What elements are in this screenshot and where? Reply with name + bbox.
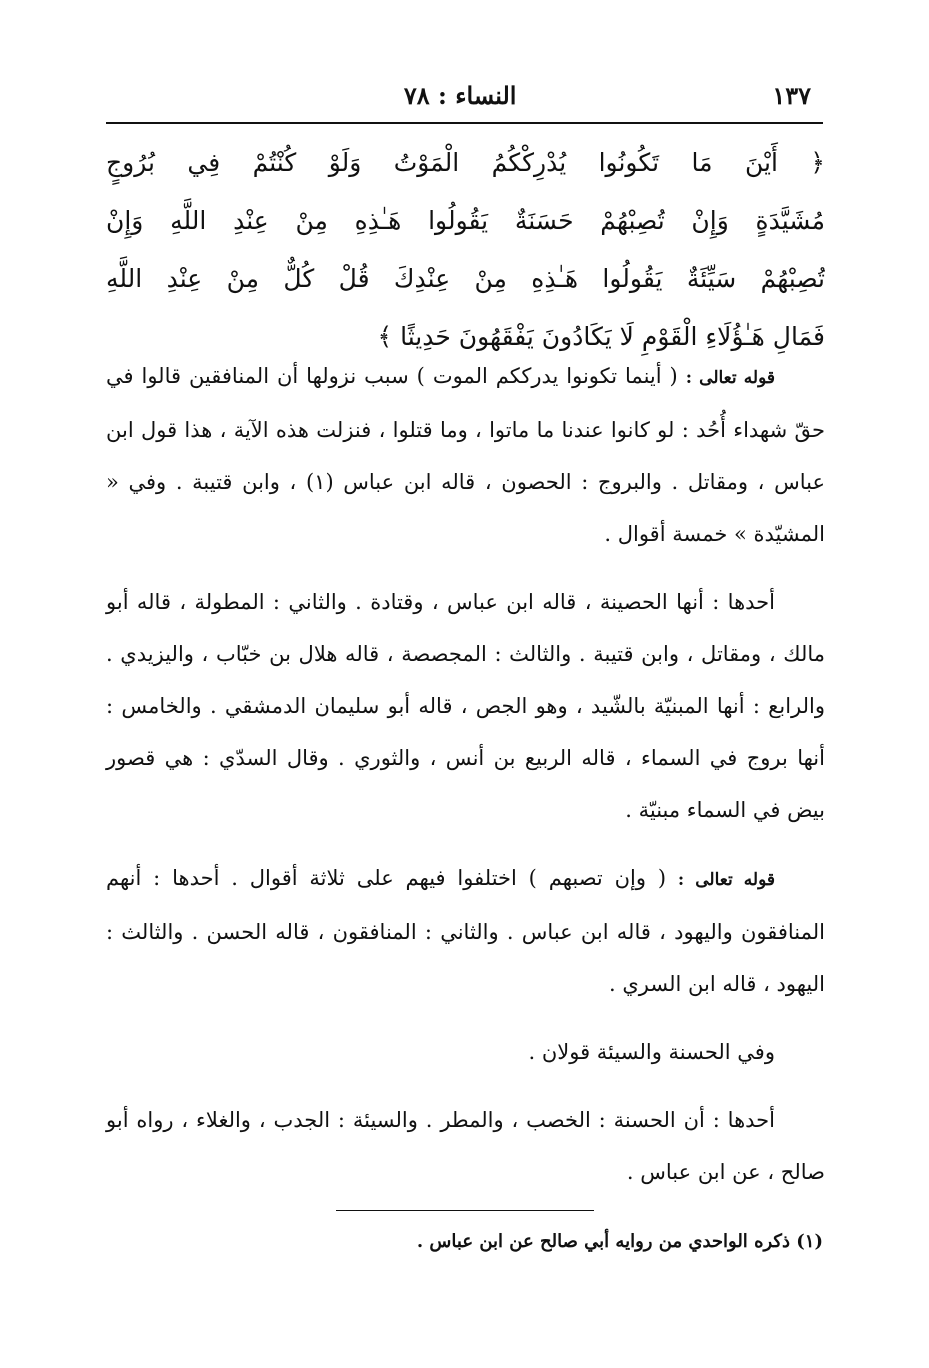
paragraph — [106, 350, 825, 560]
verse-line: مُشَيَّدَةٍ وَإِنْ تُصِبْهُمْ حَسَنَةٌ يَقُولُوا هَـٰذِهِ مِنْ عِنْدِ اللَّهِ وَإِنْ — [106, 206, 825, 235]
paragraph — [106, 852, 825, 1010]
paragraph-text: ( وإن تصبهم ) اختلفوا فيهم على ثلاثة أقوال . أحدها : أنهم المنافقون واليهود ، قاله ابن عباس . والثاني : المنافقون ، قاله الحسن . والثالث : اليهود ، قاله ابن السري . — [106, 866, 825, 996]
paragraph-text: ( أينما تكونوا يدرككم الموت ) سبب نزولها أن المنافقين قالوا في حقّ شهداء أُحُد : لو كانوا عندنا ما ماتوا ، وما قتلوا ، فنزلت هذه الآية ، هذا قول ابن عباس ، ومقاتل . والبروج : الحصون ، قاله ابن عباس (١) ، وابن قتيبة . وفي « المشيّدة » خمسة أقوال . — [106, 364, 825, 546]
paragraph-text: أحدها : أن الحسنة : الخصب ، والمطر . والسيئة : الجدب ، والغلاء ، رواه أبو صالح ، عن ابن عباس . — [106, 1108, 825, 1184]
paragraph-text: وفي الحسنة والسيئة قولان . — [528, 1040, 775, 1064]
verse-line: ﴿ أَيْنَ مَا تَكُونُوا يُدْرِكْكُمُ الْمَوْتُ وَلَوْ كُنْتُمْ فِي بُرُوجٍ — [106, 148, 825, 177]
page-number: ١٣٧ — [772, 80, 811, 110]
paragraph-text: أحدها : أنها الحصينة ، قاله ابن عباس ، وقتادة . والثاني : المطولة ، قاله أبو مالك ، ومقاتل ، وابن قتيبة . والثالث : المجصصة ، قاله هلال بن خبّاب ، واليزيدي . والرابع : أنها المبنيّة بالشّيد ، وهو الجص ، قاله أبو سليمان الدمشقي . والخامس : أنها بروج في السماء ، قاله الربيع بن أنس ، والثوري . وقال السدّي : هي قصور بيض في السماء مبنيّة . — [106, 590, 825, 822]
verse-line: فَمَالِ هَـٰؤُلَاءِ الْقَوْمِ لَا يَكَادُونَ يَفْقَهُونَ حَدِيثًا ﴾ — [377, 322, 825, 351]
paragraph — [106, 576, 825, 836]
commentary-body — [106, 350, 825, 1214]
page-header — [108, 78, 811, 112]
header-rule — [106, 122, 823, 124]
footnote: (١) ذكره الواحدي من روايه أبي صالح عن ابن عباس . — [416, 1231, 823, 1252]
paragraph-lead: قوله تعالى : — [685, 368, 776, 388]
paragraph — [106, 1094, 825, 1198]
paragraph — [106, 1026, 825, 1078]
paragraph-lead: قوله تعالى : — [677, 870, 775, 890]
running-title: النساء : ٧٨ — [403, 80, 517, 110]
quran-verse — [106, 134, 825, 366]
footnote-rule — [336, 1210, 594, 1211]
verse-line: تُصِبْهُمْ سَيِّئَةٌ يَقُولُوا هَـٰذِهِ مِنْ عِنْدِكَ قُلْ كُلٌّ مِنْ عِنْدِ اللَّهِ — [106, 264, 825, 293]
